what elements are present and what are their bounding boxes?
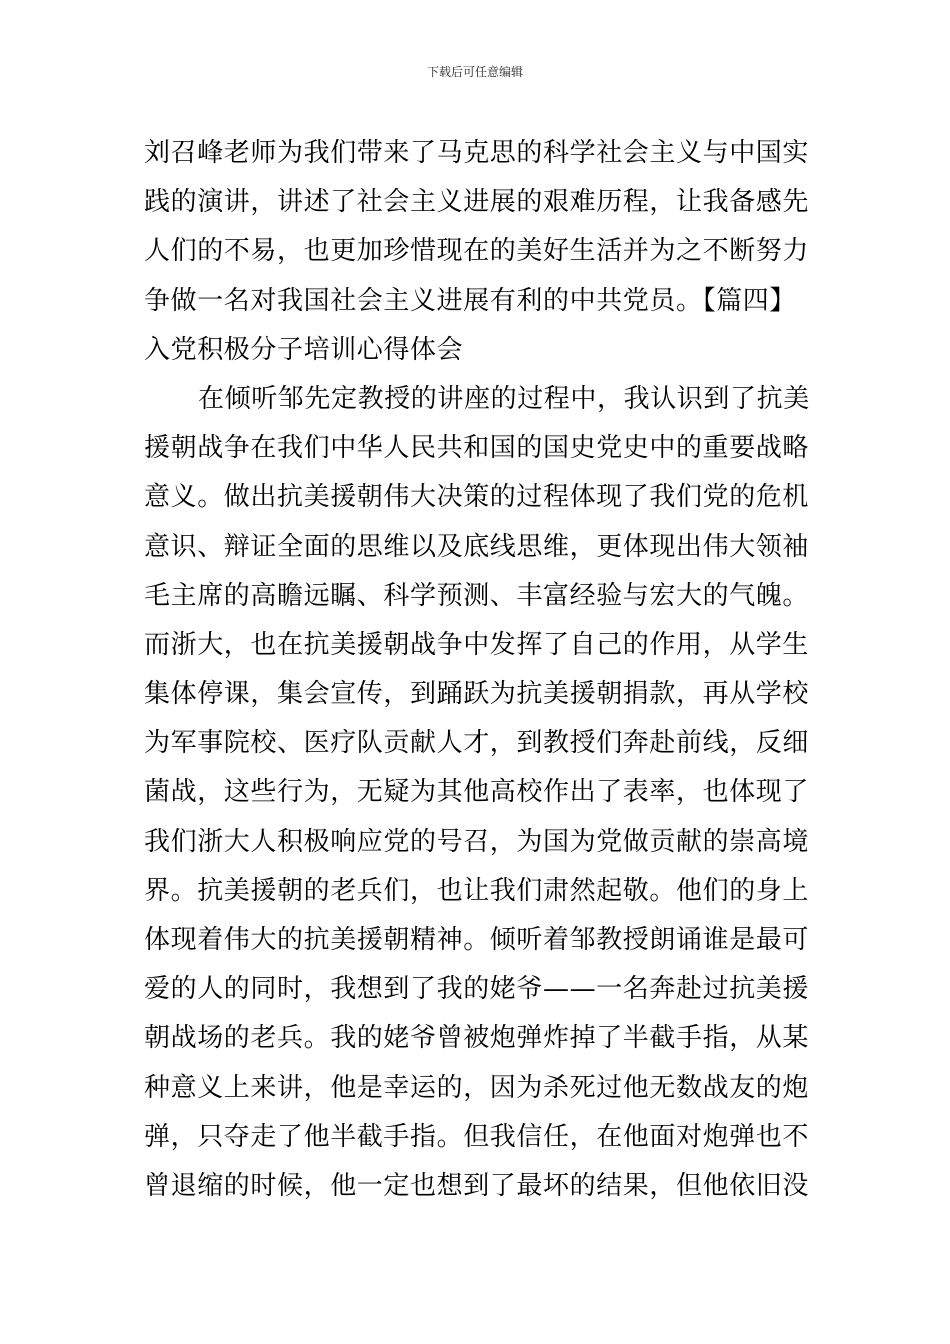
text-line: 菌战，这些行为，无疑为其他高校作出了表率，也体现了 bbox=[144, 777, 810, 808]
paragraph-first-line: 在倾听邹先定教授的讲座的过程中，我认识到了抗美 bbox=[198, 383, 810, 414]
page-header: 下载后可任意编辑 bbox=[426, 65, 523, 79]
text-line: 为军事院校、医疗队贡献人才，到教授们奔赴前线，反细 bbox=[144, 728, 810, 759]
text-line: 刘召峰老师为我们带来了马克思的科学社会主义与中国实 bbox=[144, 138, 810, 168]
text-line: 我们浙大人积极响应党的号召，为国为党做贡献的崇高境 bbox=[144, 826, 810, 857]
text-line: 争做一名对我国社会主义进展有利的中共党员。【篇四】 bbox=[144, 285, 797, 316]
text-line: 朝战场的老兵。我的姥爷曾被炮弹炸掉了半截手指，从某 bbox=[144, 1023, 810, 1054]
text-line: 而浙大，也在抗美援朝战争中发挥了自己的作用，从学生 bbox=[144, 629, 810, 660]
text-line: 意识、辩证全面的思维以及底线思维，更体现出伟大领袖 bbox=[144, 531, 810, 562]
text-line: 曾退缩的时候，他一定也想到了最坏的结果，但他依旧没 bbox=[144, 1170, 810, 1201]
text-line: 弹，只夺走了他半截手指。但我信任，在他面对炮弹也不 bbox=[144, 1121, 810, 1152]
text-line: 人们的不易，也更加珍惜现在的美好生活并为之不断努力 bbox=[144, 236, 810, 267]
text-line: 爱的人的同时，我想到了我的姥爷——一名奔赴过抗美援 bbox=[144, 974, 810, 1005]
text-line: 集体停课，集会宣传，到踊跃为抗美援朝捐款，再从学校 bbox=[144, 679, 810, 710]
text-line: 意义。做出抗美援朝伟大决策的过程体现了我们党的危机 bbox=[144, 482, 810, 513]
section-title-line: 入党积极分子培训心得体会 bbox=[144, 334, 464, 365]
text-line: 援朝战争在我们中华人民共和国的国史党史中的重要战略 bbox=[144, 433, 810, 464]
text-line: 体现着伟大的抗美援朝精神。倾听着邹教授朗诵谁是最可 bbox=[144, 925, 810, 955]
text-line: 界。抗美援朝的老兵们，也让我们肃然起敬。他们的身上 bbox=[144, 875, 810, 906]
text-line: 践的演讲，讲述了社会主义进展的艰难历程，让我备感先 bbox=[144, 187, 810, 218]
document-body bbox=[144, 129, 812, 1211]
text-line: 种意义上来讲，他是幸运的，因为杀死过他无数战友的炮 bbox=[144, 1072, 810, 1103]
text-line: 毛主席的高瞻远瞩、科学预测、丰富经验与宏大的气魄。 bbox=[144, 580, 810, 611]
